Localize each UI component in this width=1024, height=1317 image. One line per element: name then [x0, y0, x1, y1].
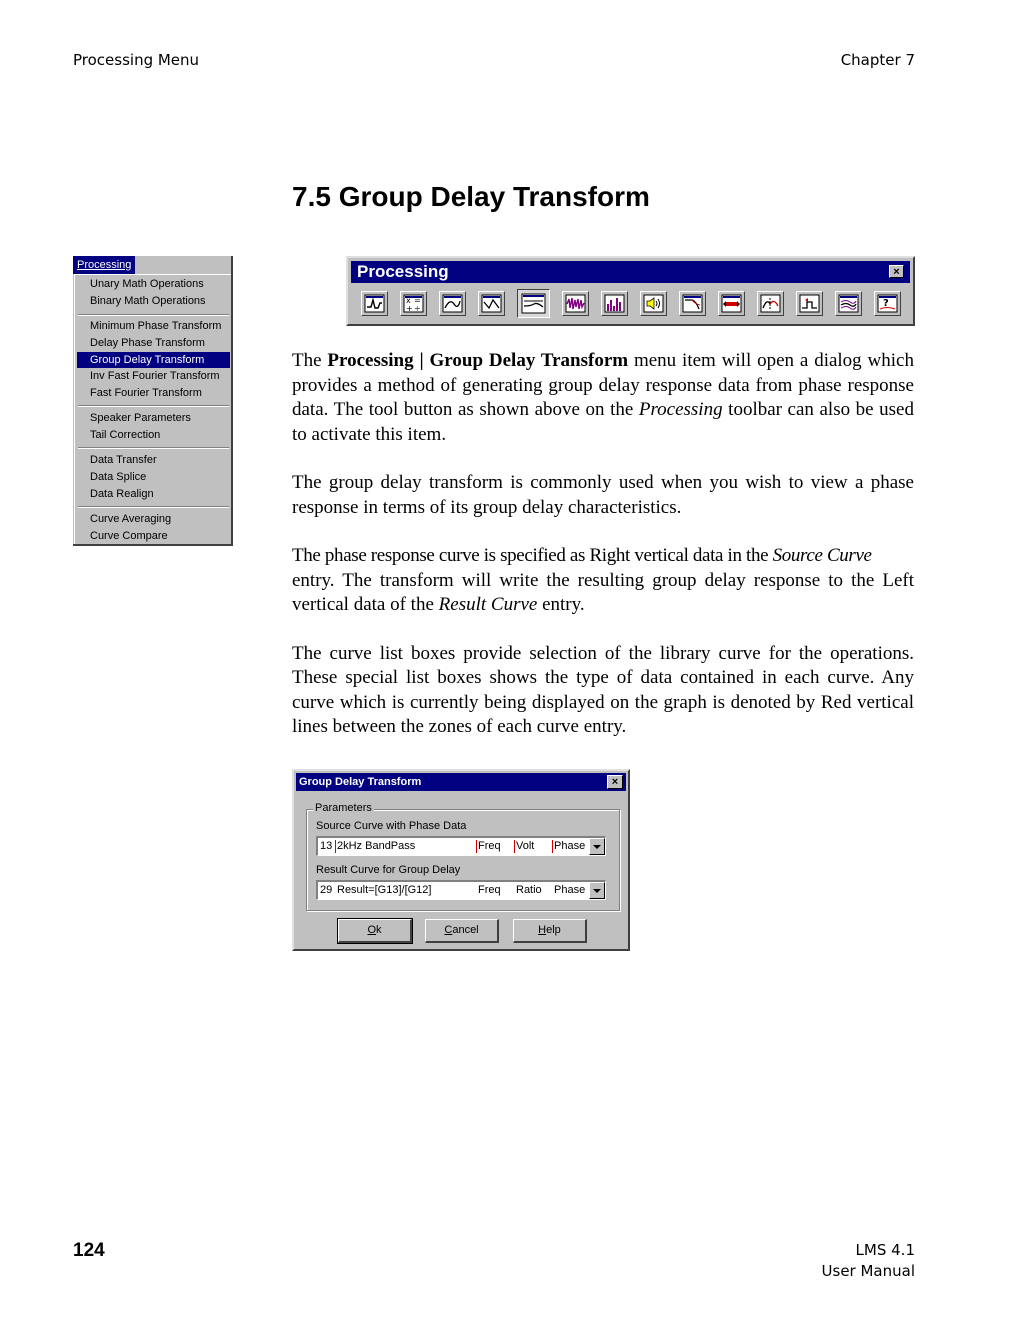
fft-icon [604, 294, 625, 313]
curve-compare-button[interactable] [874, 291, 901, 316]
minimum-phase-icon [442, 294, 463, 313]
help-button[interactable] [513, 919, 587, 943]
result-curve-term: Result Curve [438, 594, 538, 615]
group-delay-button[interactable] [517, 289, 550, 318]
toolbar-titlebar[interactable] [351, 261, 910, 283]
delay-phase-icon [481, 294, 502, 313]
text: The [292, 350, 328, 371]
minimum-phase-button[interactable] [439, 291, 466, 316]
source-curve-y2-type: Phase [554, 840, 586, 852]
menu-item-data-realign[interactable]: Data Realign [90, 488, 154, 500]
menu-item-group-delay[interactable]: Group Delay Transform [77, 352, 230, 368]
tail-correction-button[interactable] [679, 291, 706, 316]
result-curve-label: Result Curve for Group Delay [316, 864, 461, 876]
binary-math-icon [403, 294, 424, 313]
unary-math-icon [364, 294, 385, 313]
processing-menu [73, 256, 233, 546]
menu-item-minimum-phase[interactable]: Minimum Phase Transform [90, 320, 222, 332]
paragraph-3 [292, 544, 914, 618]
active-curve-marker [514, 840, 515, 853]
data-transfer-icon [721, 294, 742, 313]
result-curve-x-type: Freq [478, 884, 501, 896]
page-number: 124 [73, 1240, 105, 1261]
data-realign-button[interactable] [796, 291, 823, 316]
product-version: LMS 4.1 [855, 1241, 915, 1259]
source-curve-term: Source Curve [772, 545, 872, 566]
data-realign-icon [799, 294, 820, 313]
menu-item-curve-averaging[interactable]: Curve Averaging [90, 513, 172, 525]
chevron-down-icon[interactable] [589, 882, 605, 899]
data-splice-button[interactable] [757, 291, 784, 316]
active-curve-marker [552, 840, 553, 853]
paragraph-4: The curve list boxes provide selection of the library curve for the operations. These special list boxes shows the type of data contained in each curve. Any curve which is currently being displayed on the graph is denoted by Red vertical lines between the zones of each curve entry. [292, 642, 914, 737]
section-title: 7.5 Group Delay Transform [292, 181, 650, 212]
binary-math-button[interactable] [400, 291, 427, 316]
source-curve-y1-type: Volt [516, 840, 535, 852]
cancel-label: ancel [452, 924, 479, 936]
source-curve-number: 13 [320, 840, 333, 852]
menu-item-delay-phase[interactable]: Delay Phase Transform [90, 337, 205, 349]
cancel-button[interactable] [425, 919, 499, 943]
svg-text:÷: ÷ [414, 304, 421, 313]
active-curve-marker [335, 840, 336, 853]
menu-separator [78, 506, 229, 508]
menu-separator [78, 405, 229, 407]
menu-separator [78, 447, 229, 449]
curve-compare-icon [877, 294, 898, 313]
running-header-right: Chapter 7 [840, 51, 915, 69]
footer-product [822, 1240, 915, 1282]
source-curve-name: 2kHz BandPass [337, 840, 416, 852]
toolbar-close-button[interactable] [889, 265, 904, 278]
text: The phase response curve is specified as Right vertical data in the [292, 545, 773, 566]
fft-button[interactable] [601, 291, 628, 316]
help-mnemonic: H [538, 924, 547, 936]
result-curve-y2-type: Phase [554, 884, 586, 896]
dialog-close-button[interactable] [607, 775, 623, 789]
menu-item-speaker-parameters[interactable]: Speaker Parameters [90, 412, 191, 424]
group-delay-icon [521, 293, 546, 314]
menu-item-unary-math[interactable]: Unary Math Operations [90, 278, 204, 290]
menu-item-fft[interactable]: Fast Fourier Transform [90, 387, 202, 399]
source-curve-combo[interactable] [316, 836, 606, 856]
parameters-group-label: Parameters [315, 802, 372, 814]
result-curve-number: 29 [320, 884, 333, 896]
ok-label: k [376, 924, 382, 936]
ok-button[interactable] [338, 919, 412, 943]
help-label: elp [546, 924, 561, 936]
inv-fft-icon [565, 294, 586, 313]
chevron-down-icon[interactable] [589, 838, 605, 855]
svg-text:+: + [406, 304, 413, 313]
body-text [292, 349, 914, 740]
result-curve-combo[interactable] [316, 880, 606, 900]
text: toolbar can also be used to activate this item. [292, 399, 914, 445]
svg-text:=: = [414, 296, 421, 305]
unary-math-button[interactable] [361, 291, 388, 316]
menu-path: Processing | Group Delay Transform [327, 350, 629, 371]
menu-item-data-splice[interactable]: Data Splice [90, 471, 147, 483]
menu-panel [74, 274, 231, 544]
processing-toolbar [346, 256, 915, 326]
source-curve-x-type: Freq [478, 840, 501, 852]
group-delay-dialog [292, 769, 630, 951]
toolbar-title: Processing [357, 262, 449, 281]
delay-phase-button[interactable] [478, 291, 505, 316]
tail-correction-icon [682, 294, 703, 313]
inv-fft-button[interactable] [562, 291, 589, 316]
dialog-title: Group Delay Transform [299, 776, 422, 788]
result-curve-y1-type: Ratio [516, 884, 542, 896]
curve-averaging-button[interactable] [835, 291, 862, 316]
menu-title[interactable]: Processing [73, 256, 135, 274]
paragraph-3-line-1 [292, 545, 872, 566]
text: entry. [537, 594, 585, 615]
paragraph-2: The group delay transform is commonly used when you wish to view a phase response in terms of its group delay characteristics. [292, 472, 914, 518]
manual-name: User Manual [821, 1262, 915, 1280]
text: entry. The transform will write the resulting group delay response to the Left vertical data of the [292, 569, 914, 615]
menu-item-tail-correction[interactable]: Tail Correction [90, 429, 161, 441]
running-header-left: Processing Menu [73, 51, 200, 69]
source-curve-label: Source Curve with Phase Data [316, 820, 467, 832]
menu-separator [78, 314, 229, 316]
active-curve-marker [476, 840, 477, 853]
ok-mnemonic: O [367, 924, 377, 936]
speaker-parameters-icon [643, 294, 664, 313]
menu-item-curve-compare[interactable]: Curve Compare [90, 530, 168, 542]
speaker-parameters-button[interactable] [640, 291, 667, 316]
svg-text:x: x [406, 296, 411, 305]
result-curve-name: Result=[G13]/[G12] [337, 884, 432, 896]
text: menu item will open a dialog which provides a method of generating group delay response data from phase response data. The tool button as shown above on the [292, 350, 914, 420]
curve-averaging-icon [838, 294, 859, 313]
svg-text:?: ? [883, 298, 889, 309]
parameters-group [306, 802, 620, 911]
close-icon: × [611, 776, 619, 788]
menu-item-data-transfer[interactable]: Data Transfer [90, 454, 157, 466]
cancel-mnemonic: C [444, 924, 453, 936]
data-transfer-button[interactable] [718, 291, 745, 316]
toolbar-name: Processing [638, 399, 723, 420]
menu-item-inv-fft[interactable]: Inv Fast Fourier Transform [90, 370, 220, 382]
close-icon: × [893, 266, 900, 278]
dialog-titlebar[interactable] [296, 773, 626, 791]
paragraph-1 [292, 349, 914, 447]
data-splice-icon [760, 294, 781, 313]
menu-item-binary-math[interactable]: Binary Math Operations [90, 295, 206, 307]
